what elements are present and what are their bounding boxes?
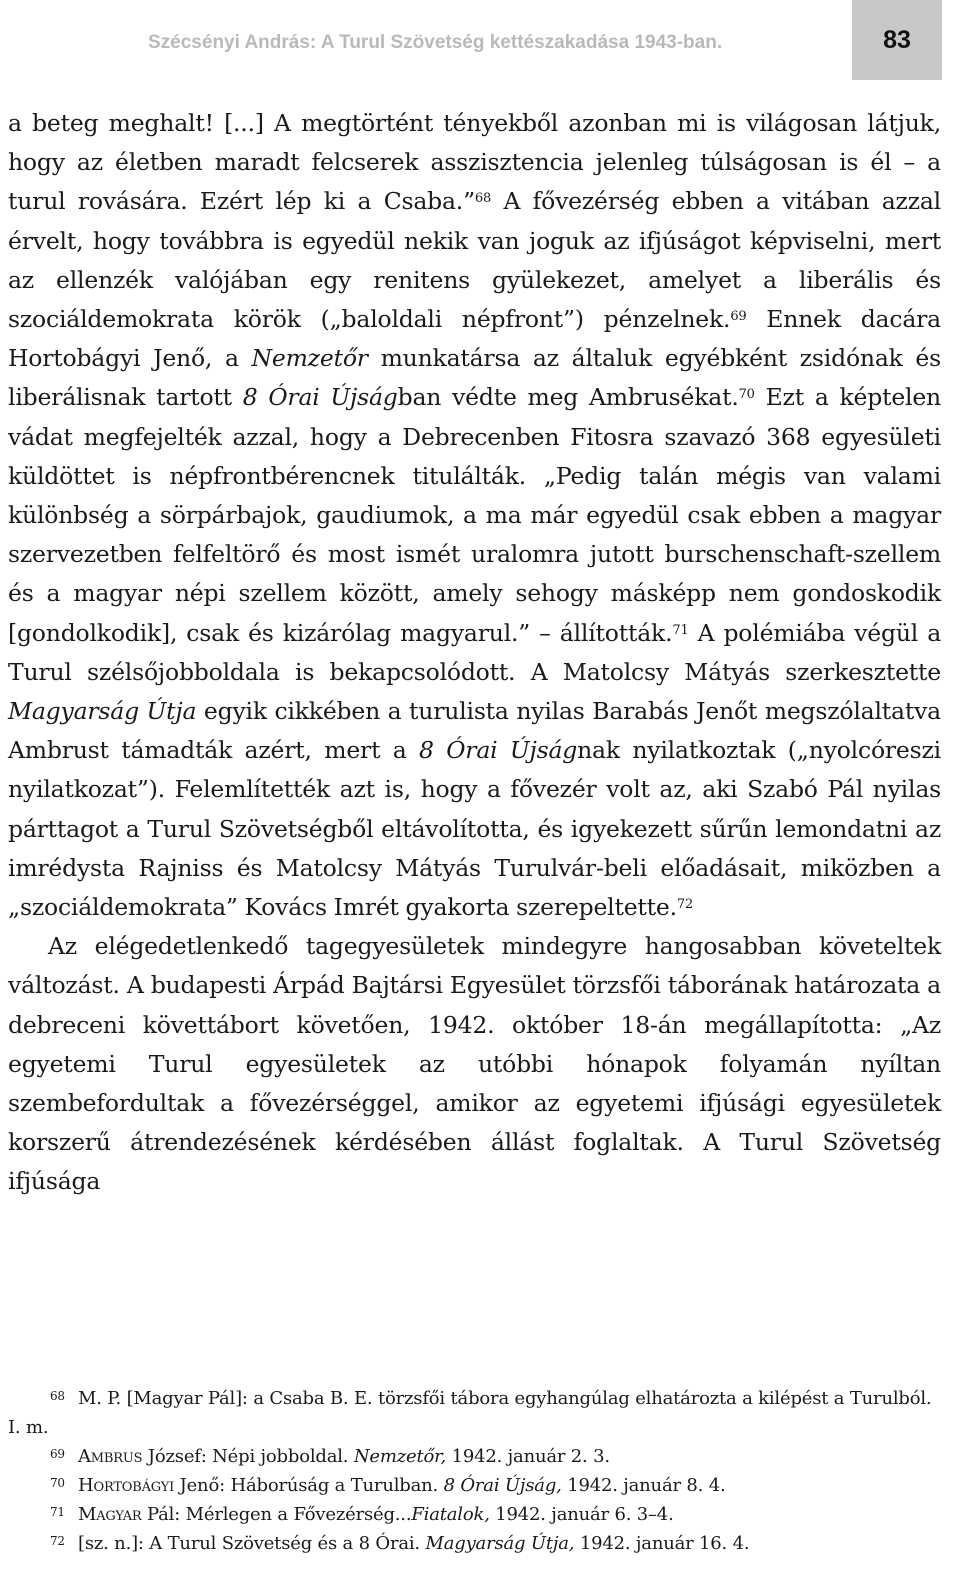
footnote-text bbox=[78, 1442, 941, 1471]
italic-title: 8 Órai Újság, bbox=[443, 1475, 562, 1496]
text-run: ban védte meg Ambrusékat. bbox=[397, 383, 739, 412]
footnote-70 bbox=[8, 1471, 941, 1500]
text-run: 1942. január 8. 4. bbox=[561, 1475, 726, 1496]
footnote-text bbox=[78, 1471, 941, 1500]
footnote-ref-71[interactable]: 71 bbox=[672, 622, 689, 638]
text-run: egyik cikkében a turulista nyilas Barabás Jenőt megszólaltatva Ambrust támadták azért, mert a bbox=[8, 697, 941, 765]
footnote-number: 68 bbox=[50, 1389, 65, 1403]
footnote-text bbox=[78, 1500, 941, 1529]
text-run: Ennek dacára Hortobágyi Jenő, a bbox=[8, 305, 941, 373]
page-number: 83 bbox=[883, 25, 911, 54]
footnote-72 bbox=[8, 1529, 941, 1558]
footnote-number: 71 bbox=[50, 1505, 65, 1519]
text-run: 1942. január 2. 3. bbox=[446, 1446, 610, 1467]
running-title: Szécsényi András: A Turul Szövetség kettészakadása 1943-ban. bbox=[148, 32, 723, 53]
paragraph-1 bbox=[8, 104, 941, 927]
italic-title: Nemzetőr bbox=[251, 344, 368, 373]
footnotes bbox=[8, 1384, 941, 1558]
footnote-number: 70 bbox=[50, 1476, 65, 1490]
footnote-text bbox=[78, 1529, 941, 1558]
italic-title: Fiatalok, bbox=[411, 1504, 490, 1525]
italic-title: 8 Órai Újság bbox=[242, 383, 398, 412]
author-surname: Magyar bbox=[78, 1504, 142, 1525]
footnote-number: 72 bbox=[50, 1534, 65, 1548]
text-run: nak nyilatkoztak („nyolcóreszi nyilatkozat”). Felemlítették azt is, hogy a fővezér volt az, aki Szabó Pál nyilas párttagot a Turul Szövetségből eltávolította, és igyekezett sűrűn lemondatni az imrédysta Rajniss és Matolcsy Mátyás Turulvár-beli előadásait, miközben a „szociáldemokrata” Kovács Imrét gyakorta szerepeltette. bbox=[8, 736, 941, 922]
author-surname: Ambrus bbox=[78, 1446, 143, 1467]
footnote-71 bbox=[8, 1500, 941, 1529]
footnote-ref-70[interactable]: 70 bbox=[738, 387, 755, 403]
text-run: 1942. január 16. 4. bbox=[574, 1533, 750, 1554]
footnote-number: 69 bbox=[50, 1447, 65, 1461]
text-run: József: Népi jobboldal. bbox=[142, 1446, 354, 1467]
footnote-68 bbox=[8, 1384, 941, 1442]
footnote-text: M. P. [Magyar Pál]: a Csaba B. E. törzsfői tábora egyhangúlag elhatározta a kilépést a Turulból. I. m. bbox=[8, 1388, 932, 1438]
author-surname: Hortobágyi bbox=[78, 1475, 175, 1496]
text-run: a beteg meghalt! [...] A megtörtént tényekből azonban mi is világosan látjuk, hogy az életben maradt felcserek asszisztencia jelenleg túlságosan is él – a turul rovására. Ezért lép ki a Csaba.” bbox=[8, 109, 941, 216]
text-run: Jenő: Háborúság a Turulban. bbox=[174, 1475, 444, 1496]
italic-title: Magyarság Útja, bbox=[425, 1533, 575, 1554]
italic-title: 8 Órai Újság bbox=[419, 736, 578, 765]
italic-title: Nemzetőr, bbox=[353, 1446, 447, 1467]
footnote-69 bbox=[8, 1442, 941, 1471]
text-run: A fővezérség ebben a vitában azzal érvelt, hogy továbbra is egyedül nekik van joguk az ifjúságot képviselni, mert az ellenzék valójában egy renitens gyülekezet, amelyet a liberális és szociáldemokrata körök („baloldali népfront”) pénzelnek. bbox=[8, 187, 941, 334]
text-run: [sz. n.]: A Turul Szövetség és a 8 Órai. bbox=[78, 1533, 426, 1554]
text-run: Ezt a képtelen vádat megfejelték azzal, hogy a Debrecenben Fitosra szavazó 368 egyesületi küldöttet is népfrontbérencnek titulálták. „Pedig talán mégis van valami különbség a sörpárbajok, gaudiumok, a ma már egyedül csak ebben a magyar szervezetben felfeltörő és most ismét uralomra jutott burschenschaft-szellem és a magyar népi szellem között, amely sehogy másképp nem gondoskodik [gondolkodik], csak és kizárólag magyarul.” – állították. bbox=[8, 383, 941, 647]
text-run: munkatársa az általuk egyébként zsidónak és liberálisnak tartott bbox=[8, 344, 941, 412]
footnote-ref-72[interactable]: 72 bbox=[676, 897, 694, 913]
footnote-ref-68[interactable]: 68 bbox=[474, 191, 492, 207]
page-number-box bbox=[852, 0, 942, 80]
text-run: 1942. január 6. 3–4. bbox=[489, 1504, 674, 1525]
italic-title: Magyarság Útja bbox=[8, 697, 197, 726]
paragraph-2: Az elégedetlenkedő tagegyesületek mindegyre hangosabban követeltek változást. A budapesti Árpád Bajtársi Egyesület törzsfői táborának határozata a debreceni követtábort követően, 1942. október 18-án megállapította: „Az egyetemi Turul egyesületek az utóbbi hónapok folyamán nyíltan szembefordultak a fővezérséggel, amikor az egyetemi ifjúsági egyesületek korszerű átrendezésének kérdésében állást foglaltak. A Turul Szövetség ifjúsága bbox=[8, 932, 941, 1196]
footnote-ref-69[interactable]: 69 bbox=[730, 309, 747, 325]
text-run: A polémiába végül a Turul szélsőjobboldala is bekapcsolódott. A Matolcsy Mátyás szerkesztette bbox=[8, 618, 941, 686]
text-run: Pál: Mérlegen a Fővezérség... bbox=[141, 1504, 412, 1525]
body-text bbox=[8, 104, 941, 1202]
